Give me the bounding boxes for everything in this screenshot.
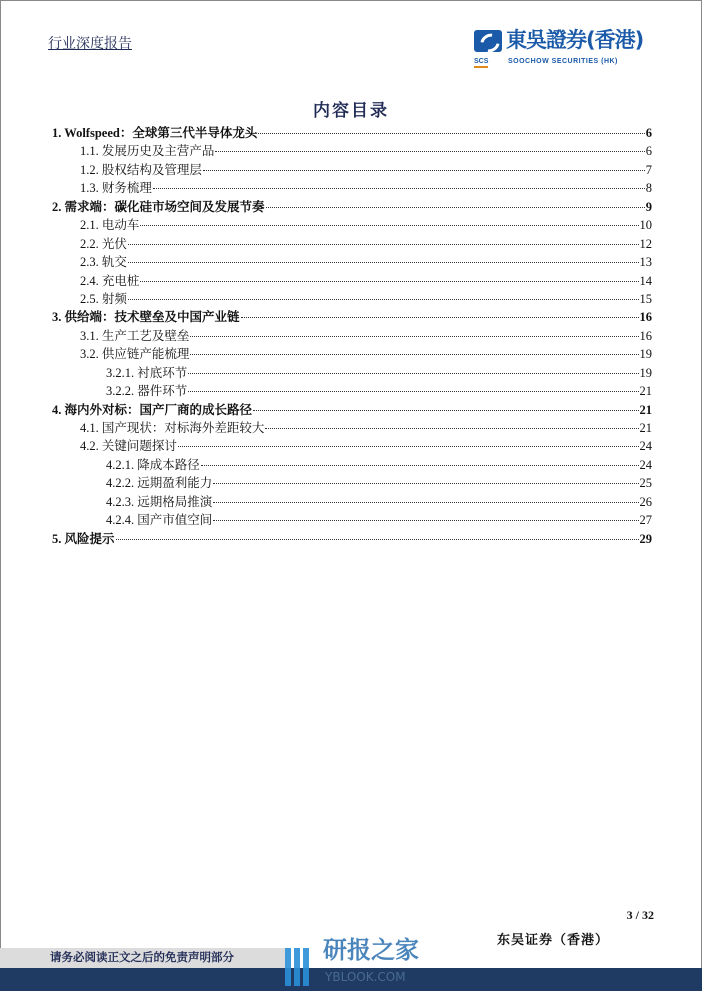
report-type-label: 行业深度报告 [48, 37, 132, 52]
toc-title: 内容目录 [313, 101, 389, 120]
toc-entry-label: 4.2.3. 远期格局推演 [106, 494, 213, 509]
toc-leader-dots [190, 354, 638, 355]
toc-entry-page: 6 [645, 144, 652, 159]
logo-cn-text: 東吳證券(香港) [506, 28, 644, 52]
watermark [285, 936, 485, 991]
toc-entry[interactable] [52, 457, 652, 475]
toc-entry-label: 3.2.2. 器件环节 [106, 384, 188, 399]
page-number: 3 / 32 [626, 908, 654, 922]
toc-leader-dots [241, 317, 639, 318]
toc-leader-dots [128, 262, 639, 263]
toc-entry[interactable] [52, 531, 652, 549]
watermark-chart-icon [285, 948, 315, 986]
toc-entry-label: 2.4. 充电桩 [80, 273, 140, 288]
toc-entry-label: 4.1. 国产现状：对标海外差距较大 [80, 421, 265, 435]
toc-leader-dots [178, 446, 639, 447]
toc-leader-dots [128, 244, 639, 245]
watermark-text: 研报之家 [323, 936, 419, 964]
toc-entry-page: 9 [645, 199, 652, 214]
toc-leader-dots [215, 151, 644, 152]
logo-abbr: SCS [474, 57, 488, 68]
logo-en-text: SOOCHOW SECURITIES (HK) [508, 58, 618, 65]
toc-entry[interactable] [52, 365, 652, 383]
toc-entry[interactable] [52, 162, 652, 180]
toc-entry[interactable] [52, 402, 652, 420]
toc-entry-label: 1.3. 财务梳理 [80, 181, 152, 196]
toc-leader-dots [140, 281, 638, 282]
toc-entry-page: 27 [639, 513, 652, 528]
toc-leader-dots [258, 133, 644, 134]
toc-entry-page: 15 [639, 291, 652, 306]
toc-entry[interactable] [52, 328, 652, 346]
toc-leader-dots [188, 391, 638, 392]
toc-entry[interactable] [52, 273, 652, 291]
toc-entry-label: 3. 供给端：技术壁垒及中国产业链 [52, 310, 240, 325]
toc-entry-page: 21 [639, 384, 652, 399]
toc-entry-label: 2.3. 轨交 [80, 255, 127, 270]
toc-entry-page: 24 [639, 457, 652, 472]
toc-leader-dots [116, 539, 639, 540]
toc-entry[interactable] [52, 180, 652, 198]
toc-entry-label: 2.5. 射频 [80, 291, 127, 306]
toc-entry[interactable] [52, 383, 652, 401]
toc-entry-page: 13 [639, 255, 652, 270]
logo-mark-icon [474, 30, 502, 52]
toc-entry[interactable] [52, 236, 652, 254]
toc-entry-label: 4.2.4. 国产市值空间 [106, 513, 213, 528]
toc-entry-page: 10 [639, 218, 652, 233]
toc-leader-dots [203, 170, 645, 171]
toc-entry-page: 29 [639, 531, 652, 546]
toc-entry[interactable] [52, 420, 652, 438]
toc-leader-dots [253, 410, 638, 411]
toc-leader-dots [213, 483, 638, 484]
toc-entry-label: 2.1. 电动车 [80, 218, 140, 233]
toc-entry-page: 21 [639, 421, 652, 435]
toc-entry-label: 3.2. 供应链产能梳理 [80, 347, 190, 362]
toc-entry-page: 12 [639, 236, 652, 251]
toc-entry-page: 16 [639, 328, 652, 343]
toc-entry-page: 24 [639, 439, 652, 454]
toc-entry-label: 3.1. 生产工艺及壁垒 [80, 328, 190, 343]
toc-entry-label: 4. 海内外对标：国产厂商的成长路径 [52, 402, 253, 417]
toc-entry[interactable] [52, 254, 652, 272]
toc-entry-page: 8 [645, 181, 652, 196]
toc-leader-dots [201, 465, 639, 466]
toc-leader-dots [188, 373, 638, 374]
toc-leader-dots [266, 207, 645, 208]
toc-entry-page: 25 [639, 476, 652, 491]
toc-entry-label: 4.2. 关键问题探讨 [80, 439, 177, 454]
toc-leader-dots [190, 336, 638, 337]
toc-entry[interactable] [52, 475, 652, 493]
toc-entry-label: 2.2. 光伏 [80, 236, 127, 251]
toc-entry-page: 21 [639, 402, 652, 417]
toc-entry[interactable] [52, 199, 652, 217]
toc-entry-page: 16 [639, 310, 652, 325]
toc-leader-dots [128, 299, 639, 300]
toc-entry-page: 26 [639, 494, 652, 509]
toc-entry-page: 19 [639, 347, 652, 362]
toc-leader-dots [213, 502, 638, 503]
watermark-url: YBLOOK.COM [325, 970, 406, 984]
toc-entry[interactable] [52, 309, 652, 327]
toc-entry[interactable] [52, 512, 652, 530]
toc-entry-page: 19 [639, 365, 652, 380]
toc-entry[interactable] [52, 346, 652, 364]
toc-entry-label: 5. 风险提示 [52, 531, 115, 546]
toc-entry-label: 2. 需求端：碳化硅市场空间及发展节奏 [52, 199, 265, 214]
toc-entry-label: 1.2. 股权结构及管理层 [80, 162, 202, 177]
toc-entry-page: 6 [645, 126, 652, 140]
toc-entry-label: 1. Wolfspeed：全球第三代半导体龙头 [52, 126, 258, 140]
soochow-logo [474, 28, 674, 68]
toc-entry[interactable] [52, 494, 652, 512]
toc-entry[interactable] [52, 217, 652, 235]
disclaimer-note: 请务必阅读正文之后的免责声明部分 [50, 952, 234, 964]
toc-entry-label: 4.2.2. 远期盈利能力 [106, 476, 213, 491]
toc-entry[interactable] [52, 143, 652, 161]
toc-leader-dots [140, 225, 638, 226]
toc-entry-page: 7 [645, 162, 652, 177]
toc-leader-dots [153, 188, 645, 189]
toc-entry[interactable] [52, 291, 652, 309]
toc-leader-dots [265, 428, 638, 429]
toc-entry-label: 4.2.1. 降成本路径 [106, 457, 200, 472]
toc-entry-label: 3.2.1. 衬底环节 [106, 365, 188, 380]
table-of-contents [52, 125, 652, 549]
footer-firm-name: 东吴证券（香港） [497, 932, 610, 947]
toc-entry-label: 1.1. 发展历史及主营产品 [80, 144, 215, 159]
toc-entry[interactable] [52, 125, 652, 143]
toc-leader-dots [213, 520, 638, 521]
toc-entry-page: 14 [639, 273, 652, 288]
toc-entry[interactable] [52, 438, 652, 456]
